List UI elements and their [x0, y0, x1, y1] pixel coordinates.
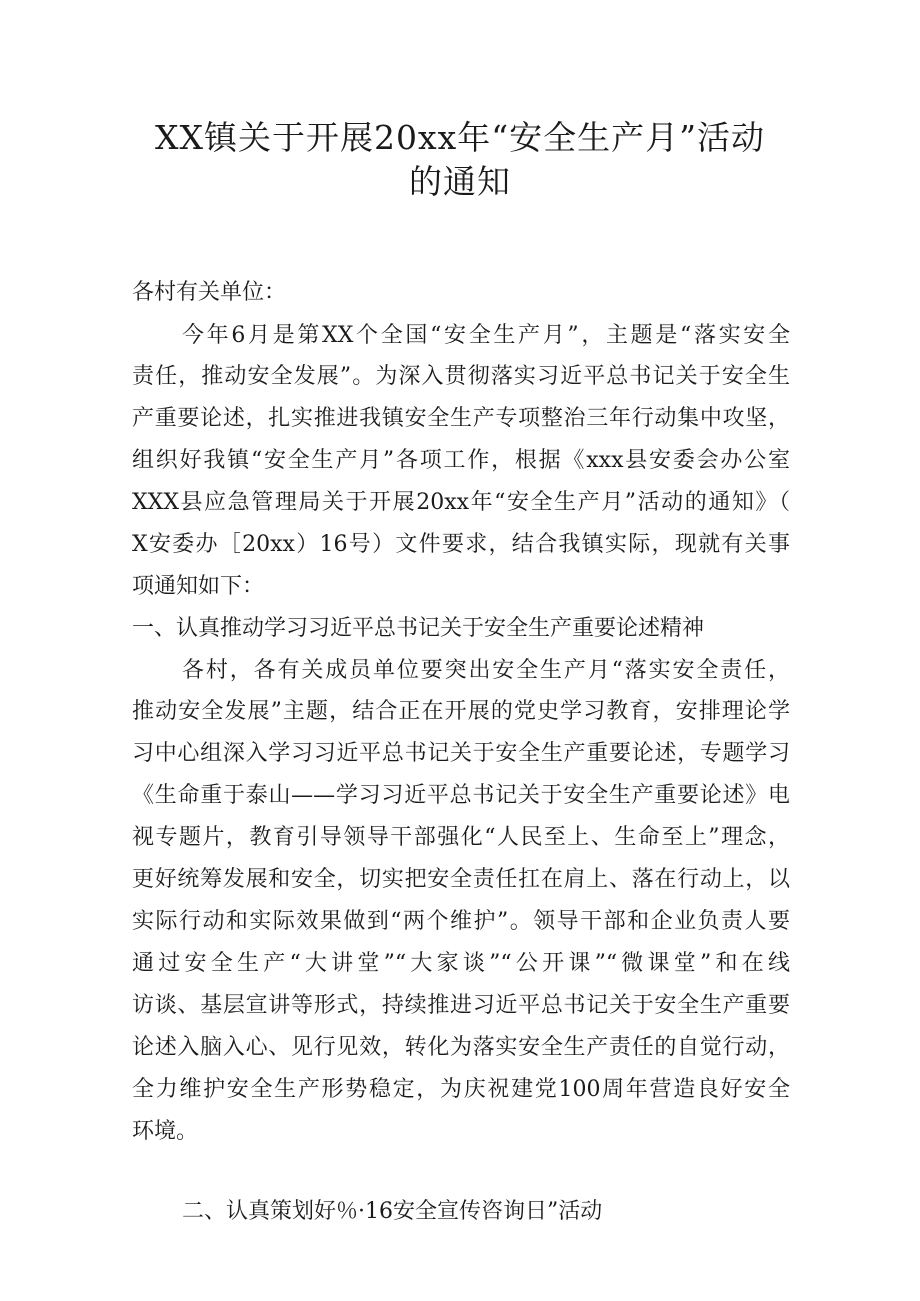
intro-line-1: 今年6月是第XX个全国“安全生产月”，主题是“落实安全 [182, 323, 790, 348]
section-1-line-8: 通过安全生产“大讲堂”“大家谈”“公开课”“微课堂”和在线 [132, 951, 790, 976]
section-1-line-3: 习中心组深入学习习近平总书记关于安全生产重要论述，专题学习 [132, 741, 790, 766]
section-1-line-1: 各村，各有关成员单位要突出安全生产月“落实安全责任， [182, 658, 790, 683]
section-1-line-11: 全力维护安全生产形势稳定，为庆祝建党100周年营造良好安全 [132, 1077, 790, 1102]
intro-line-3: 产重要论述，扎实推进我镇安全生产专项整治三年行动集中攻坚， [132, 406, 790, 431]
section-1-line-6: 更好统筹发展和安全，切实把安全责任扛在肩上、落在行动上，以 [132, 867, 790, 892]
document-title-line-1: XX镇关于开展20xx年“安全生产月”活动 [155, 118, 765, 157]
section-1-line-9: 访谈、基层宣讲等形式，持续推进习近平总书记关于安全生产重要 [132, 993, 790, 1018]
section-1-line-5: 视专题片，教育引导领导干部强化“人民至上、生命至上”理念， [132, 825, 790, 850]
intro-line-6: X安委办［20xx）16号）文件要求，结合我镇实际，现就有关事 [132, 532, 790, 557]
intro-line-7: 项通知如下： [132, 574, 265, 599]
intro-line-2: 责任，推动安全发展”。为深入贯彻落实习近平总书记关于安全生 [132, 364, 790, 389]
section-1-heading: 一、认真推动学习习近平总书记关于安全生产重要论述精神 [132, 616, 705, 641]
section-1-line-10: 论述入脑入心、见行见效，转化为落实安全生产责任的自觉行动， [132, 1035, 790, 1060]
document-title-line-2: 的通知 [409, 162, 511, 201]
salutation: 各村有关单位： [132, 280, 287, 305]
section-1-line-2: 推动安全发展”主题，结合正在开展的党史学习教育，安排理论学 [132, 699, 790, 724]
section-1-line-4: 《生命重于泰山——学习习近平总书记关于安全生产重要论述》电 [132, 783, 790, 808]
section-1-line-7: 实际行动和实际效果做到“两个维护”。领导干部和企业负责人要 [132, 909, 790, 934]
intro-line-5: XXX县应急管理局关于开展20xx年“安全生产月”活动的通知》（ [132, 490, 790, 515]
section-2-heading: 二、认真策划好％·16安全宣传咨询日”活动 [182, 1199, 603, 1224]
section-1-line-12: 环境。 [132, 1119, 199, 1144]
intro-line-4: 组织好我镇“安全生产月”各项工作，根据《xxx县安委会办公室 [132, 448, 790, 473]
